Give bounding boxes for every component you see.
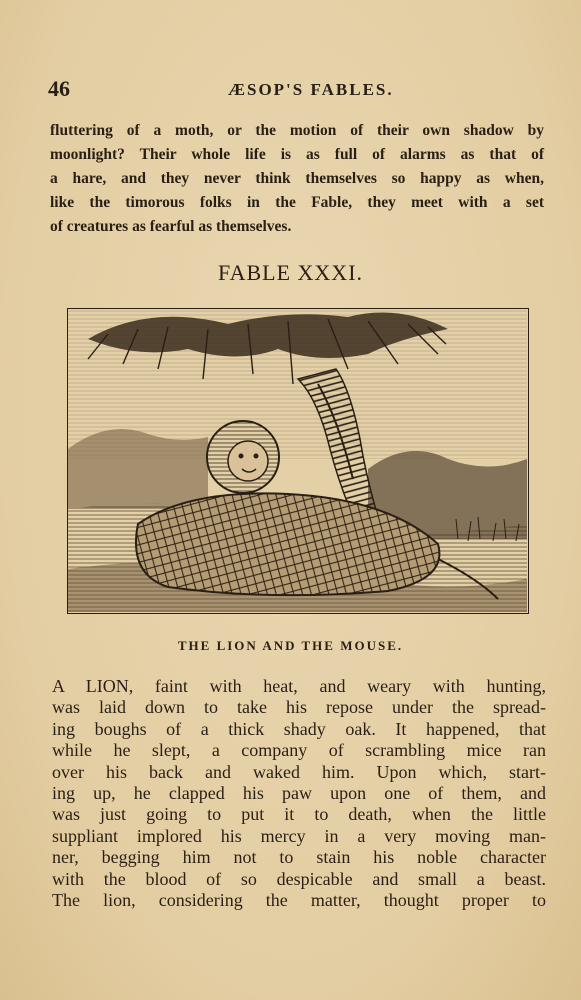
illustration-caption: THE LION AND THE MOUSE.: [177, 638, 404, 653]
intro-line: moonlight? Their whole life is as full of alarms as that of: [50, 146, 544, 163]
story-line: was just going to put it to death, when the little: [52, 804, 546, 825]
story-first-line: [52, 676, 546, 697]
story-first-line-rest: faint with heat, and weary with hunting,: [154, 676, 547, 696]
page-number: 46: [48, 76, 70, 101]
story-line: The lion, considering the matter, thought proper to: [52, 890, 546, 911]
intro-line: of creatures as fearful as themselves.: [50, 218, 292, 235]
story-lead: A LION,: [52, 676, 134, 696]
story-paragraph: [52, 676, 546, 911]
story-line: over his back and waked him. Upon which, start-: [52, 761, 546, 782]
lion-in-net-woodcut: [68, 309, 527, 612]
story-line: suppliant implored his mercy in a very moving man-: [52, 825, 546, 846]
story-line: ner, begging him not to stain his noble character: [52, 847, 546, 868]
story-line: while he slept, a company of scrambling mice ran: [52, 740, 546, 761]
story-line: with the blood of so despicable and small a beast.: [52, 868, 546, 889]
story-line: ing up, he clapped his paw upon one of them, and: [52, 783, 546, 804]
running-head: ÆSOP'S FABLES.: [228, 80, 394, 99]
woodcut-illustration: [67, 308, 529, 614]
story-line: ing boughs of a thick shady oak. It happened, that: [52, 718, 546, 739]
intro-line: like the timorous folks in the Fable, they meet with a set: [50, 194, 544, 211]
intro-line: a hare, and they never think themselves so happy as when,: [50, 170, 544, 187]
story-line: was laid down to take his repose under the spread-: [52, 697, 546, 718]
page-header: [48, 76, 548, 102]
intro-line: fluttering of a moth, or the motion of their own shadow by: [50, 122, 544, 139]
fable-title: FABLE XXXI.: [217, 260, 364, 285]
intro-paragraph: [50, 119, 544, 239]
